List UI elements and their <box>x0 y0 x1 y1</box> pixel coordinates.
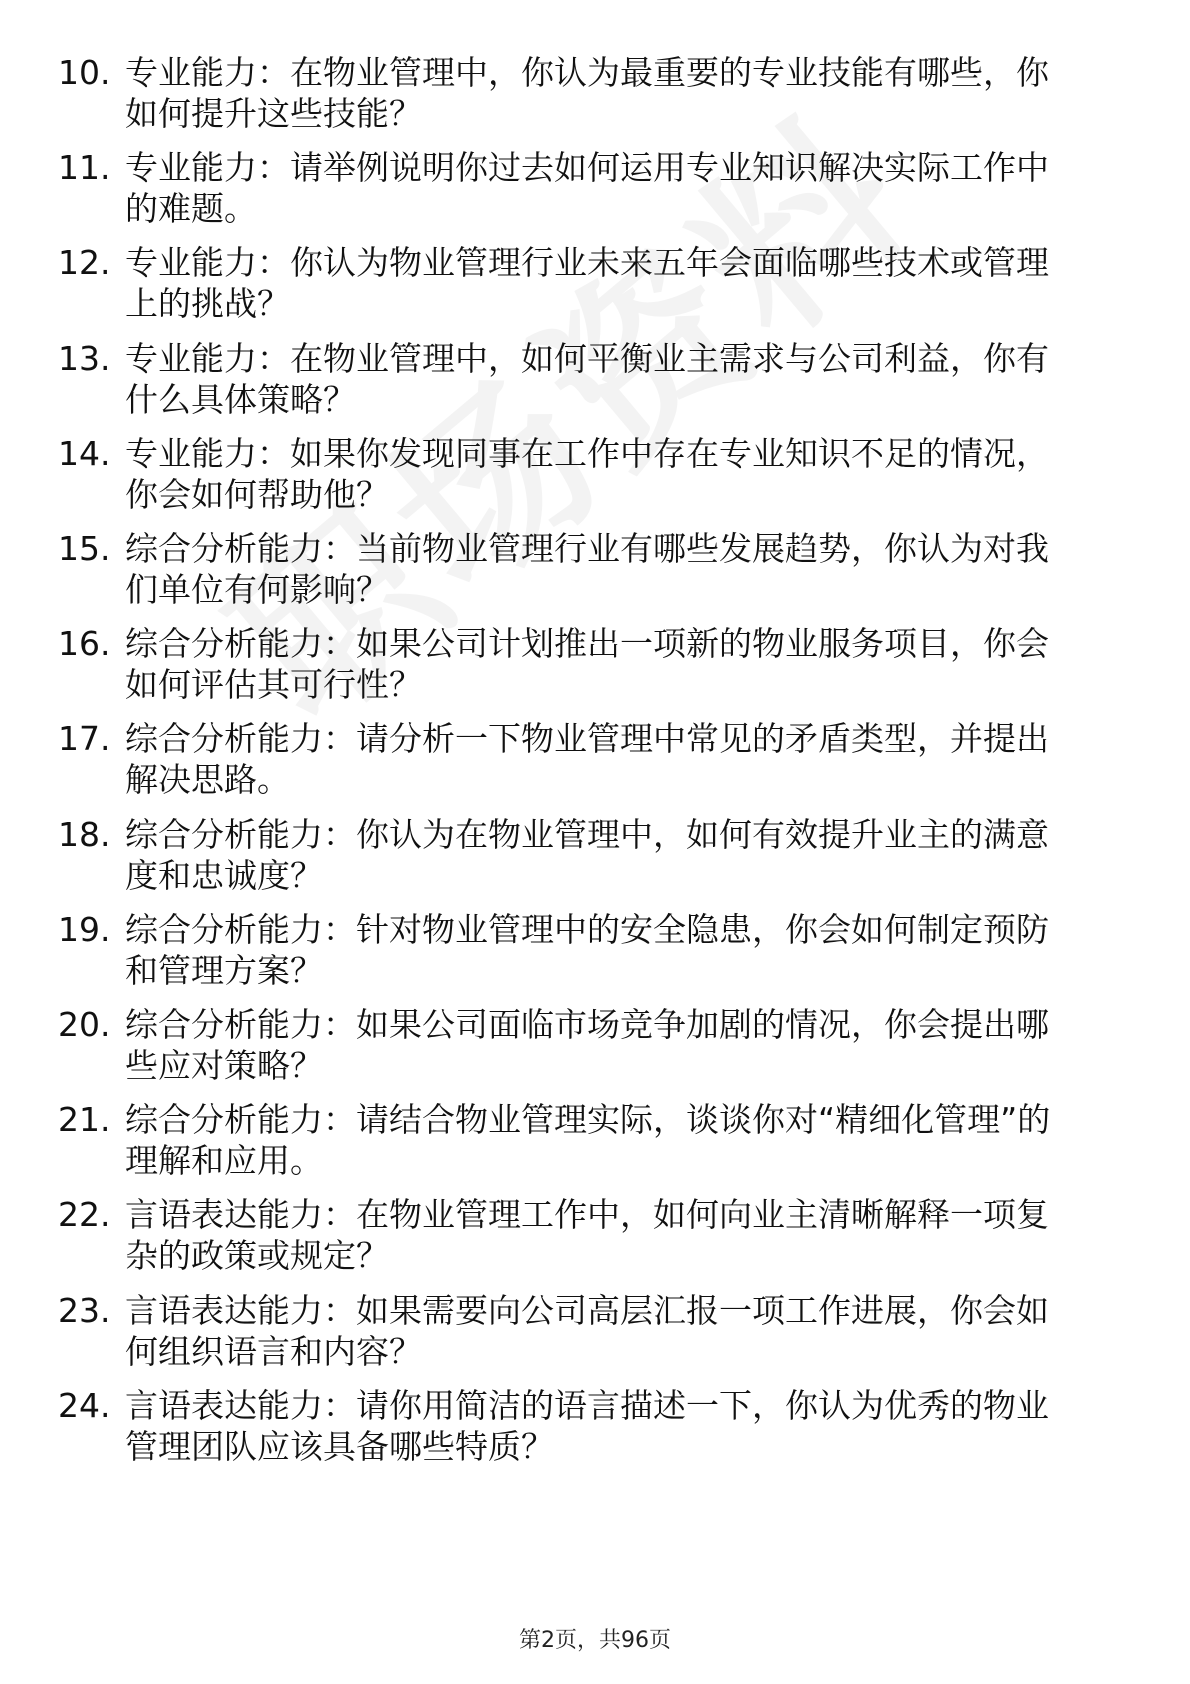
question-line: 综合分析能力：你认为在物业管理中，如何有效提升业主的满意 <box>125 814 1049 854</box>
question-number: 15. <box>58 529 111 568</box>
question-text <box>125 1194 1125 1276</box>
question-number: 14. <box>58 433 111 473</box>
question-line: 的难题。 <box>125 189 257 229</box>
question-line: 解决思路。 <box>125 760 290 800</box>
question-number: 21. <box>58 1100 111 1140</box>
question-line: 综合分析能力：请结合物业管理实际，谈谈你对“精细化管理”的 <box>125 1100 1051 1140</box>
question-text <box>125 1099 1125 1181</box>
question-text <box>125 147 1125 229</box>
question-line: 综合分析能力：如果公司计划推出一项新的物业服务项目，你会 <box>125 624 1049 664</box>
question-number: 12. <box>58 243 111 283</box>
question-number: 24. <box>58 1385 111 1425</box>
question-number: 10. <box>58 53 111 92</box>
question-text <box>125 242 1125 324</box>
question-line: 管理团队应该具备哪些特质？ <box>125 1426 554 1466</box>
question-line: 上的挑战？ <box>125 284 290 324</box>
question-line: 如何评估其可行性？ <box>125 665 422 705</box>
question-item <box>0 1099 1190 1193</box>
question-text <box>125 1385 1125 1467</box>
question-item <box>0 909 1190 1003</box>
question-item <box>0 1194 1190 1288</box>
question-text <box>125 52 1125 134</box>
question-item <box>0 623 1190 717</box>
question-item <box>0 433 1190 527</box>
question-number: 22. <box>58 1195 111 1235</box>
question-text <box>125 909 1125 991</box>
question-text <box>125 718 1125 800</box>
question-line: 综合分析能力：当前物业管理行业有哪些发展趋势，你认为对我 <box>125 529 1049 568</box>
question-line: 如何提升这些技能？ <box>125 94 422 133</box>
question-item <box>0 1290 1190 1384</box>
question-number: 23. <box>58 1290 111 1330</box>
question-number: 11. <box>58 148 111 188</box>
question-line: 言语表达能力：在物业管理工作中，如何向业主清晰解释一项复 <box>125 1195 1049 1235</box>
question-number: 13. <box>58 338 111 378</box>
question-number: 16. <box>58 624 111 664</box>
question-line: 综合分析能力：如果公司面临市场竞争加剧的情况，你会提出哪 <box>125 1005 1049 1044</box>
question-line: 言语表达能力：请你用简洁的语言描述一下，你认为优秀的物业 <box>125 1385 1049 1425</box>
question-item <box>0 338 1190 432</box>
question-line: 专业能力：在物业管理中，如何平衡业主需求与公司利益，你有 <box>125 338 1049 378</box>
question-item <box>0 52 1190 146</box>
question-number: 19. <box>58 909 111 949</box>
question-number: 17. <box>58 719 111 759</box>
question-number: 20. <box>58 1005 111 1044</box>
question-line: 和管理方案？ <box>125 950 323 990</box>
question-text <box>125 338 1125 420</box>
question-line: 何组织语言和内容？ <box>125 1331 422 1371</box>
question-line: 杂的政策或规定？ <box>125 1236 389 1276</box>
question-line: 专业能力：请举例说明你过去如何运用专业知识解决实际工作中 <box>125 148 1049 188</box>
question-line: 综合分析能力：针对物业管理中的安全隐患，你会如何制定预防 <box>125 909 1049 949</box>
question-line: 综合分析能力：请分析一下物业管理中常见的矛盾类型，并提出 <box>125 719 1049 759</box>
question-line: 理解和应用。 <box>125 1141 323 1181</box>
question-text <box>125 623 1125 705</box>
question-line: 专业能力：你认为物业管理行业未来五年会面临哪些技术或管理 <box>125 243 1049 283</box>
question-text <box>125 814 1125 896</box>
question-line: 专业能力：如果你发现同事在工作中存在专业知识不足的情况， <box>125 433 1049 473</box>
question-item <box>0 1004 1190 1098</box>
question-text <box>125 1290 1125 1372</box>
question-item <box>0 718 1190 812</box>
question-line: 你会如何帮助他？ <box>125 474 389 514</box>
question-text <box>125 528 1125 610</box>
question-number: 18. <box>58 814 111 854</box>
question-item <box>0 1385 1190 1479</box>
question-line: 什么具体策略？ <box>125 379 356 419</box>
question-line: 度和忠诚度？ <box>125 855 323 895</box>
question-item <box>0 242 1190 336</box>
question-line: 专业能力：在物业管理中，你认为最重要的专业技能有哪些，你 <box>125 53 1049 92</box>
question-item <box>0 147 1190 241</box>
question-item <box>0 528 1190 622</box>
question-line: 些应对策略？ <box>125 1046 323 1085</box>
question-text <box>125 1004 1125 1086</box>
question-line: 言语表达能力：如果需要向公司高层汇报一项工作进展，你会如 <box>125 1290 1049 1330</box>
page-footer: 第2页，共96页 <box>519 1628 671 1653</box>
question-item <box>0 814 1190 908</box>
question-line: 们单位有何影响？ <box>125 570 389 609</box>
question-text <box>125 433 1125 515</box>
